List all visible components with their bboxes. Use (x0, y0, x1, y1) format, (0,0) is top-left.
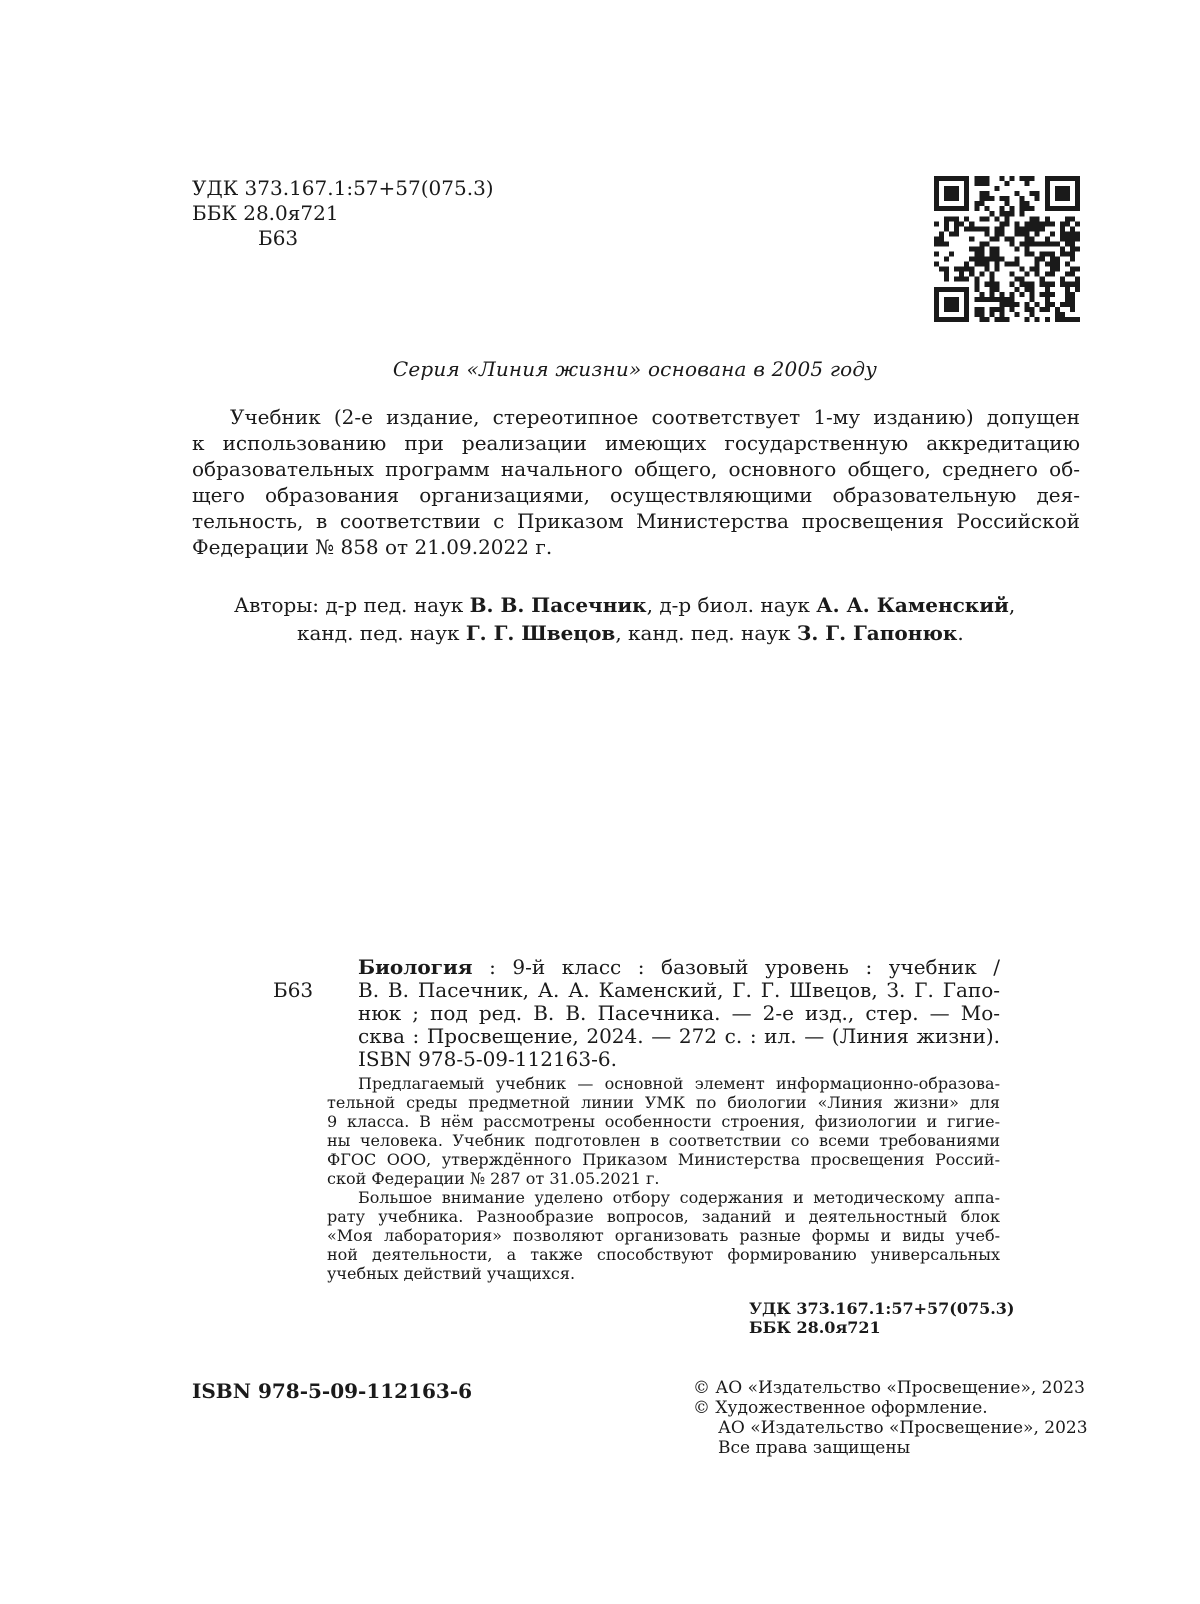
udk-code-top: УДК 373.167.1:57+57(075.3) (192, 176, 494, 200)
approval-line: образовательных программ начального общего, основного общего, среднего об- (192, 457, 1080, 481)
copyright-line: Все права защищены (718, 1438, 911, 1458)
approval-line: тельность, в соответствии с Приказом Министерства просвещения Российской (192, 509, 1080, 533)
authors-prefix: канд. пед. наук (297, 621, 460, 645)
annotation-line: Большое внимание уделено отбору содержания и методическому аппа- (358, 1188, 1000, 1207)
approval-line: Учебник (2-е издание, стереотипное соответствует 1-му изданию) допущен (230, 405, 1080, 429)
authors-separator: , канд. пед. наук (615, 621, 791, 645)
card-isbn: ISBN 978-5-09-112163-6. (358, 1047, 617, 1071)
authors-separator: , д-р биол. наук (646, 593, 810, 617)
authors-line-1 (234, 591, 1015, 619)
annotation-line: тельной среды предметной линии УМК по биологии «Линия жизни» для (327, 1093, 1000, 1112)
annotation-line: ной деятельности, а также способствуют формированию универсальных (327, 1245, 1000, 1264)
card-line: В. В. Пасечник, А. А. Каменский, Г. Г. Швецов, З. Г. Гапо- (358, 978, 1000, 1002)
card-udk-code: УДК 373.167.1:57+57(075.3) (749, 1299, 1015, 1318)
authors-separator: . (957, 621, 964, 645)
book-title: Биология (358, 955, 473, 979)
approval-line: к использованию при реализации имеющих государственную аккредитацию (192, 431, 1080, 455)
annotation-line: ской Федерации № 287 от 31.05.2021 г. (327, 1169, 660, 1188)
author-name: З. Г. Гапонюк (796, 621, 958, 645)
card-line-rest: : 9-й класс : базовый уровень : учебник / (472, 955, 1000, 979)
annotation-line: ны человека. Учебник подготовлен в соответствии со всеми требованиями (327, 1131, 1000, 1150)
author-code-top: Б63 (258, 226, 299, 250)
card-bbk-code: ББК 28.0я721 (749, 1318, 881, 1337)
annotation-line: ФГОС ООО, утверждённого Приказом Министерства просвещения Россий- (327, 1150, 1000, 1169)
author-name: В. В. Пасечник (469, 593, 647, 617)
annotation-line: рату учебника. Разнообразие вопросов, заданий и деятельностный блок (327, 1207, 1000, 1226)
annotation-line: Предлагаемый учебник — основной элемент информационно-образова- (358, 1074, 1000, 1093)
authors-prefix: Авторы: д-р пед. наук (234, 593, 464, 617)
card-line: сква : Просвещение, 2024. — 272 с. : ил. — (Линия жизни). (358, 1024, 1000, 1048)
copyright-line: АО «Издательство «Просвещение», 2023 (718, 1418, 1088, 1438)
card-line (358, 956, 1000, 979)
authors-separator: , (1008, 593, 1016, 617)
approval-line: щего образования организациями, осуществляющими образовательную дея- (192, 483, 1080, 507)
bbk-code-top: ББК 28.0я721 (192, 201, 339, 225)
annotation-line: «Моя лаборатория» позволяют организовать разные формы и виды учеб- (327, 1226, 1000, 1245)
isbn-number: ISBN 978-5-09-112163-6 (192, 1379, 473, 1403)
copyright-line: © АО «Издательство «Просвещение», 2023 (693, 1378, 1085, 1398)
author-name: Г. Г. Швецов (465, 621, 616, 645)
annotation-line: 9 класса. В нём рассмотрены особенности строения, физиологии и гигие- (327, 1112, 1000, 1131)
authors-line-2 (297, 619, 964, 647)
copyright-line: © Художественное оформление. (693, 1398, 988, 1418)
qr-code-icon[interactable] (934, 176, 1080, 322)
card-author-code: Б63 (273, 978, 314, 1002)
series-note: Серия «Линия жизни» основана в 2005 году (392, 357, 878, 381)
card-line: нюк ; под ред. В. В. Пасечника. — 2-е изд., стер. — Мо- (358, 1001, 1000, 1025)
author-name: А. А. Каменский (816, 593, 1009, 617)
annotation-line: учебных действий учащихся. (327, 1264, 576, 1283)
approval-line: Федерации № 858 от 21.09.2022 г. (192, 535, 553, 559)
